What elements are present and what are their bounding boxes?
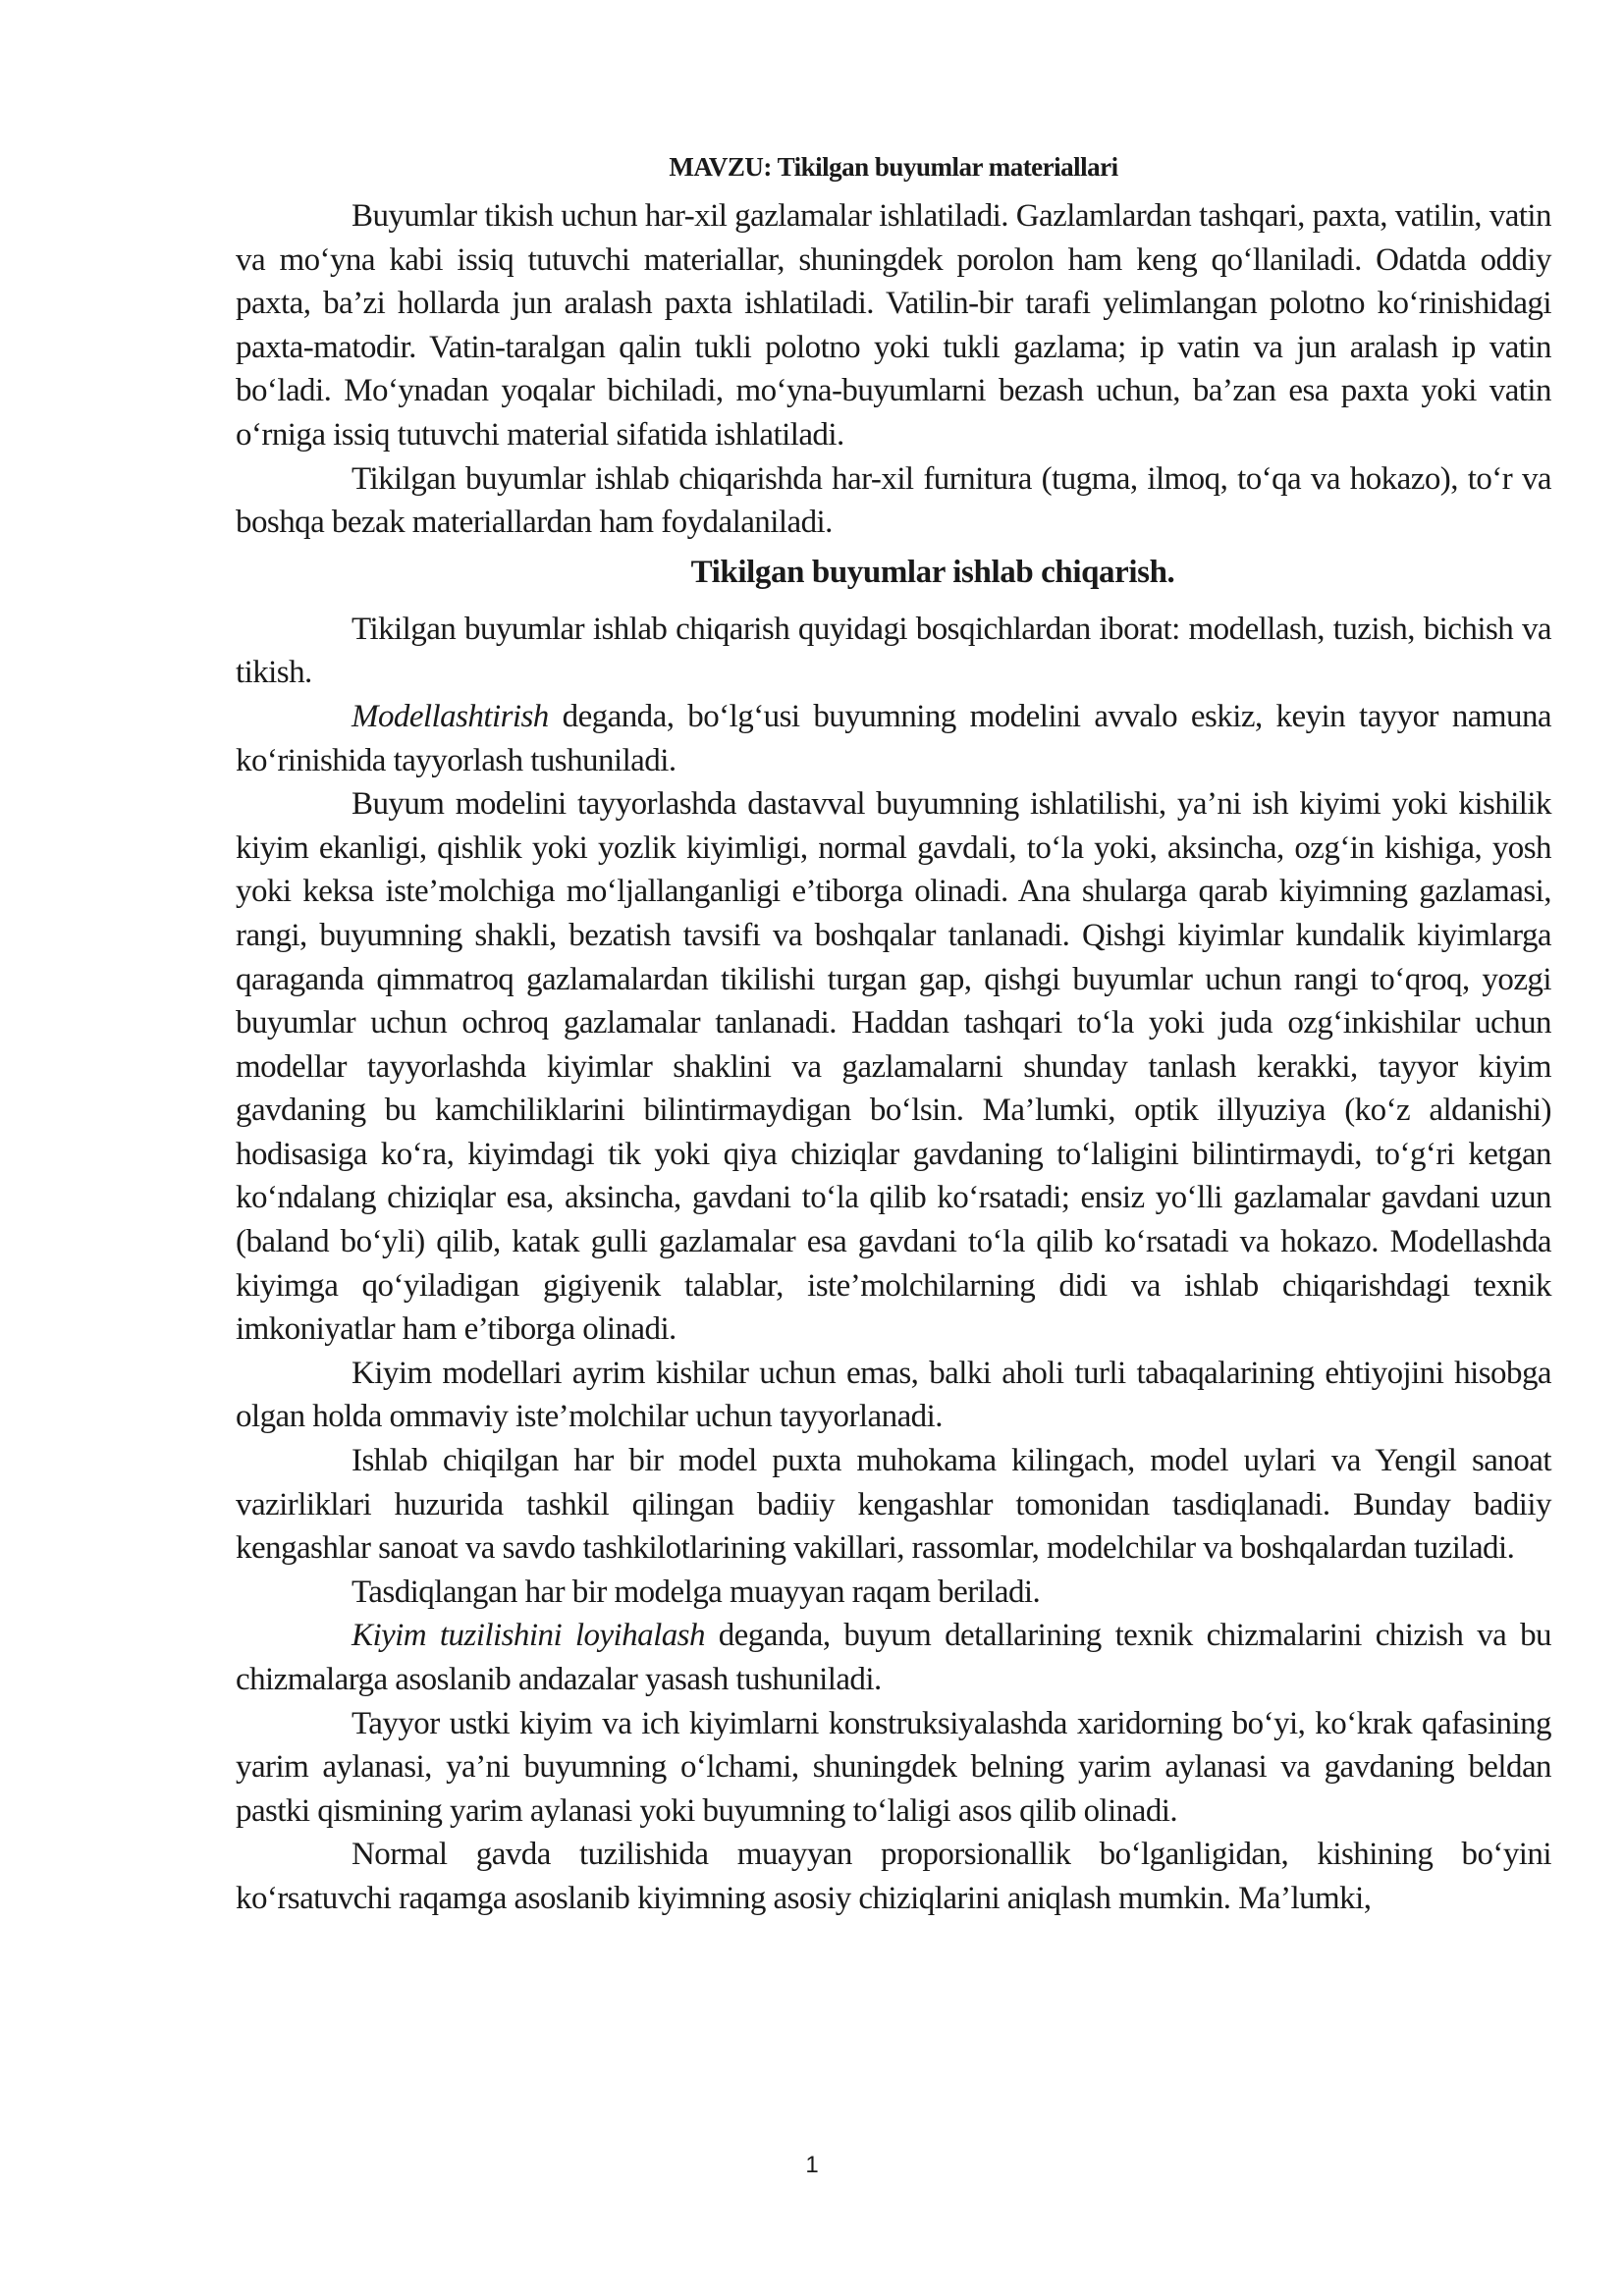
paragraph-text: deganda, bo‘lg‘usi buyumning modelini avvalo eskiz, keyin tayyor namuna ko‘rinishida tayyorlash tushuniladi.: [236, 698, 1551, 778]
paragraph: Kiyim modellari ayrim kishilar uchun emas, balki aholi turli tabaqalarining ehtiyojini hisobga olgan holda ommaviy iste’molchilar uchun tayyorlanadi.: [236, 1355, 1551, 1435]
paragraph-tuzilish: [236, 1614, 1551, 1701]
paragraph: Buyum modelini tayyorlashda dastavval buyumning ishlatilishi, ya’ni ish kiyimi yoki kishilik kiyim ekanligi, qishlik yoki yozlik kiyimligi, normal gavdali, to‘la yoki, aksincha, ozg‘in kishiga, yosh yoki keksa iste’molchiga mo‘ljallanganligi e’tiborga olinadi. Ana shularga qarab kiyimning gazlamasi, rangi, buyumning shakli, bezatish tavsifi va boshqalar tanlanadi. Qishgi kiyimlar kundalik kiyimlarga qaraganda qimmatroq gazlamalardan tikilishi turgan gap, qishgi buyumlar uchun rangi to‘qroq, yozgi buyumlar uchun ochroq gazlamalar tanlanadi. Haddan tashqari to‘la yoki juda ozg‘inkishilar uchun modellar tayyorlashda kiyimlar shaklini va gazlamalarni shunday tanlash kerakki, tayyor kiyim gavdaning bu kamchiliklarini bilintirmaydigan bo‘lsin. Ma’lumki, optik illyuziya (ko‘z aldanishi) hodisasiga ko‘ra, kiyimdagi tik yoki qiya chiziqlar gavdaning to‘laligini bilintirmaydi, to‘g‘ri ketgan ko‘ndalang chiziqlar esa, aksincha, gavdani to‘la qilib ko‘rsatadi; ensiz yo‘lli gazlamalar gavdani uzun (baland bo‘yli) qilib, katak gulli gazlamalar esa gavdani to‘la qilib ko‘rsatadi va hokazo. Modellashda kiyimga qo‘yiladigan gigiyenik talablar, iste’molchilarning didi va ishlab chiqarishdagi texnik imkoniyatlar ham e’tiborga olinadi.: [236, 786, 1551, 1348]
document-title: MAVZU: Tikilgan buyumlar materiallari: [669, 152, 1118, 182]
paragraph: Buyumlar tikish uchun har-xil gazlamalar ishlatiladi. Gazlamlardan tashqari, paxta, vatilin, vatin va mo‘yna kabi issiq tutuvchi materiallar, shuningdek porolon ham keng qo‘llaniladi. Odatda oddiy paxta, ba’zi hollarda jun aralash paxta ishlatiladi. Vatilin-bir tarafi yelimlangan polotno ko‘rinishidagi paxta-matodir. Vatin-taralgan qalin tukli polotno yoki tukli gazlama; ip vatin va jun aralash ip vatin bo‘ladi. Mo‘ynadan yoqalar bichiladi, mo‘yna-buyumlarni bezash uchun, ba’zan esa paxta yoki vatin o‘rniga issiq tutuvchi material sifatida ishlatiladi.: [236, 198, 1551, 453]
term-modellash: Modellashtirish: [352, 698, 549, 734]
paragraph: Ishlab chiqilgan har bir model puxta muhokama kilingach, model uylari va Yengil sanoat vazirliklari huzurida tashkil qilingan badiiy kengashlar tomonidan tasdiqlanadi. Bunday badiiy kengashlar sanoat va savdo tashkilotlarining vakillari, rassomlar, modelchilar va boshqalardan tuziladi.: [236, 1443, 1551, 1567]
paragraph: Tasdiqlangan har bir modelga muayyan raqam beriladi.: [352, 1574, 1041, 1610]
term-tuzilish: Kiyim tuzilishini loyihalash: [352, 1618, 705, 1654]
paragraph-text: deganda, buyum detallarining texnik chizmalarini chizish va bu chizmalarga asoslanib andazalar yasash tushuniladi.: [236, 1618, 1551, 1697]
paragraph: Tikilgan buyumlar ishlab chiqarish quyidagi bosqichlardan iborat: modellash, tuzish, bichish va tikish.: [236, 611, 1551, 691]
paragraph-modellash: [236, 695, 1551, 782]
paragraph: Tikilgan buyumlar ishlab chiqarishda har-xil furnitura (tugma, ilmoq, to‘qa va hokazo), to‘r va boshqa bezak materiallardan ham foydalaniladi.: [236, 460, 1551, 541]
paragraph: Tayyor ustki kiyim va ich kiyimlarni konstruksiyalashda xaridorning bo‘yi, ko‘krak qafasining yarim aylanasi, ya’ni buyumning o‘lchami, shuningdek belning yarim aylanasi va gavdaning beldan pastki qismining yarim aylanasi yoki buyumning to‘laligi asos qilib olinadi.: [236, 1705, 1551, 1829]
page-number: 1: [805, 2152, 819, 2178]
document-body: [236, 147, 1551, 1921]
paragraph: Normal gavda tuzilishida muayyan proporsionallik bo‘lganligidan, kishining bo‘yini ko‘rsatuvchi raqamga asoslanib kiyimning asosiy chiziqlarini aniqlash mumkin. Ma’lumki,: [236, 1837, 1551, 1916]
section-heading: Tikilgan buyumlar ishlab chiqarish.: [690, 554, 1175, 590]
